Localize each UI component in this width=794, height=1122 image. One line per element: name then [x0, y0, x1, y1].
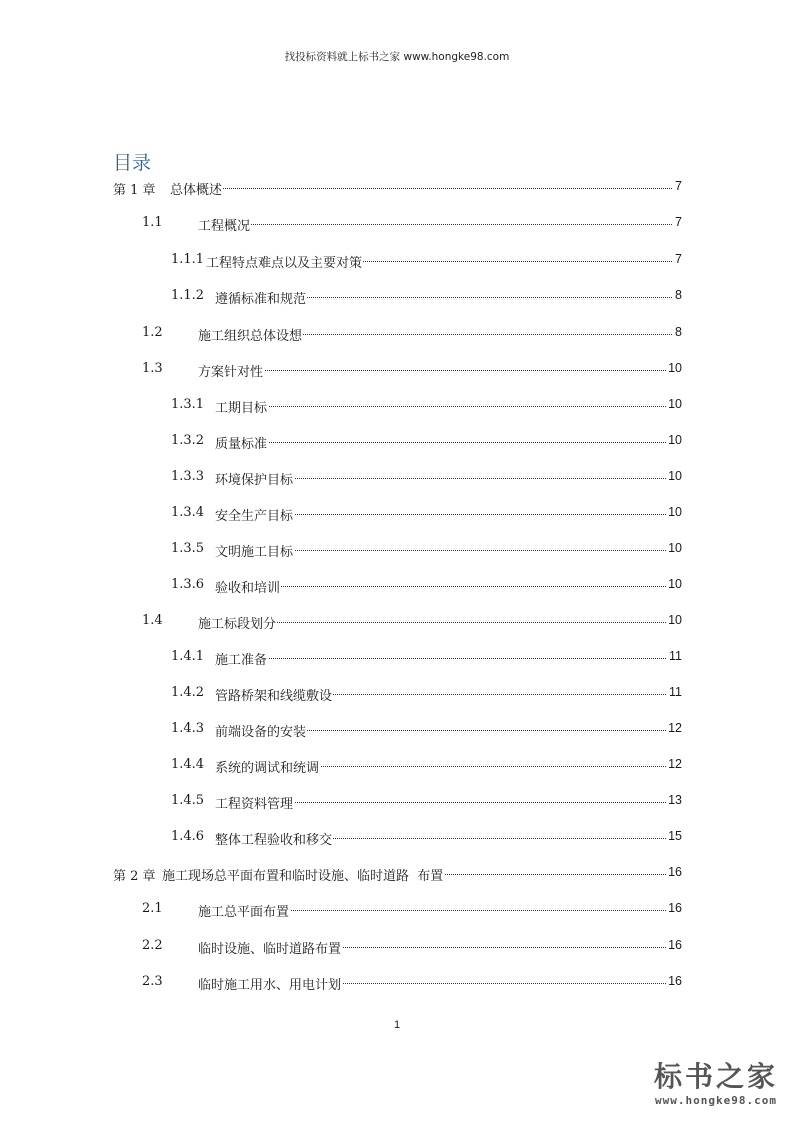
- toc-entry-number: 1.3.4: [171, 505, 205, 520]
- toc-entry[interactable]: [0, 288, 794, 308]
- toc-entry-number: 1.3.6: [171, 577, 205, 592]
- toc-entry-number: 1.3.5: [171, 541, 205, 556]
- toc-entry-page: 7: [675, 179, 682, 193]
- toc-entry-page: 15: [668, 829, 682, 843]
- toc-entry-leader: [215, 586, 666, 587]
- toc-entry[interactable]: [0, 577, 794, 597]
- page-number: 1: [393, 1019, 401, 1031]
- toc-entry-page: 10: [668, 541, 682, 555]
- page-header: 找投标资料就上标书之家 www.hongke98.com: [284, 51, 510, 63]
- toc-entry-page: 7: [675, 215, 682, 229]
- toc-entry[interactable]: [0, 469, 794, 489]
- toc-entry-number: 1.4.1: [171, 649, 205, 664]
- toc-entry-page: 8: [675, 325, 682, 339]
- watermark-title: 标书之家: [653, 1060, 778, 1093]
- toc-entry[interactable]: [0, 215, 794, 235]
- toc-entry-title: 工程特点难点以及主要对策: [206, 252, 363, 271]
- toc-entry[interactable]: [0, 613, 794, 633]
- toc-entry[interactable]: [0, 721, 794, 741]
- toc-entry[interactable]: [0, 649, 794, 669]
- toc-entry-page: 10: [668, 397, 682, 411]
- toc-entry-title: 管路桥架和线缆敷设: [215, 685, 333, 704]
- toc-entry-title: 文明施工目标: [215, 541, 294, 560]
- toc-entry-leader: [215, 406, 666, 407]
- toc-entry-number: 2.1: [142, 901, 163, 916]
- toc-entry-page: 12: [668, 757, 682, 771]
- toc-entry-page: 7: [675, 252, 682, 266]
- toc-entry-page: 16: [668, 938, 682, 952]
- toc-entry-title: 验收和培训: [215, 577, 281, 596]
- toc-entry-page: 16: [668, 865, 682, 879]
- toc-entry-title: 施工准备: [215, 649, 268, 668]
- toc-entry-number: 1.4.3: [171, 721, 205, 736]
- toc-entry-number: 1.4.2: [171, 685, 205, 700]
- toc-entry-page: 8: [675, 288, 682, 302]
- toc-entry-title: 施工现场总平面布置和临时设施、临时道路 布置: [162, 865, 444, 884]
- toc-entry-page: 16: [668, 901, 682, 915]
- toc-entry-title: 环境保护目标: [215, 469, 294, 488]
- toc-entry-title: 施工组织总体设想: [198, 325, 303, 344]
- toc-entry-title: 遵循标准和规范: [215, 288, 307, 307]
- toc-entry-number: 1.1.2: [171, 288, 205, 303]
- toc-entry[interactable]: [0, 793, 794, 813]
- toc-entry-leader: [215, 442, 666, 443]
- toc-entry[interactable]: [0, 252, 794, 272]
- toc-entry-title: 工程资料管理: [215, 793, 294, 812]
- toc-entry-title: 系统的调试和统调: [215, 757, 320, 776]
- toc-entry-number: 1.3.1: [171, 397, 205, 412]
- toc-entry-leader: [198, 370, 666, 371]
- toc-entry-title: 安全生产目标: [215, 505, 294, 524]
- toc-entry[interactable]: [0, 541, 794, 561]
- toc-entry-title: 工期目标: [215, 397, 268, 416]
- toc-entry[interactable]: [0, 974, 794, 994]
- toc-entry-leader: [198, 224, 672, 225]
- toc-entry-number: 第 1 章: [113, 183, 156, 198]
- toc-entry[interactable]: [0, 685, 794, 705]
- toc-entry[interactable]: [0, 938, 794, 958]
- toc-entry-title: 质量标准: [215, 433, 268, 452]
- toc-entry[interactable]: [0, 361, 794, 381]
- watermark-url: www.hongke98.com: [655, 1094, 777, 1107]
- toc-entry-title: 施工标段划分: [198, 613, 277, 632]
- toc-entry[interactable]: [0, 757, 794, 777]
- toc-entry-number: 第 2 章: [113, 869, 156, 884]
- toc-entry-page: 11: [669, 685, 682, 699]
- toc-entry[interactable]: [0, 433, 794, 453]
- toc-entry-number: 1.1.1: [171, 252, 205, 267]
- toc-entry-number: 1.4.5: [171, 793, 205, 808]
- toc-entry-leader: [215, 658, 666, 659]
- toc-entry-number: 1.2: [142, 325, 163, 340]
- toc-entry-number: 1.1: [142, 215, 163, 230]
- toc-entry-number: 1.4.4: [171, 757, 205, 772]
- toc-entry-leader: [170, 188, 672, 189]
- toc-entry[interactable]: [0, 829, 794, 849]
- toc-entry-number: 2.3: [142, 974, 163, 989]
- toc-entry-page: 12: [668, 721, 682, 735]
- toc-entry-number: 1.3: [142, 361, 163, 376]
- toc-entry[interactable]: [0, 397, 794, 417]
- toc-entry-page: 10: [668, 433, 682, 447]
- toc-entry-title: 前端设备的安装: [215, 721, 307, 740]
- toc-entry-number: 1.3.3: [171, 469, 205, 484]
- toc-entry-title: 施工总平面布置: [198, 901, 290, 920]
- toc-entry-page: 11: [669, 649, 682, 663]
- toc-entry-page: 10: [668, 505, 682, 519]
- toc-entry-page: 10: [668, 361, 682, 375]
- toc-entry-page: 10: [668, 469, 682, 483]
- toc-entry-title: 工程概况: [198, 215, 251, 234]
- toc-entry[interactable]: [0, 325, 794, 345]
- toc-entry-page: 10: [668, 577, 682, 591]
- toc-entry[interactable]: [0, 865, 794, 885]
- toc-entry-title: 整体工程验收和移交: [215, 829, 333, 848]
- toc-title: 目录: [113, 152, 152, 174]
- toc-entry-title: 临时设施、临时道路布置: [198, 938, 342, 957]
- toc-entry-page: 10: [668, 613, 682, 627]
- toc-entry-title: 方案针对性: [198, 361, 264, 380]
- toc-entry-page: 13: [668, 793, 682, 807]
- toc-entry-number: 1.4: [142, 613, 163, 628]
- toc-entry-page: 16: [668, 974, 682, 988]
- toc-entry-number: 1.3.2: [171, 433, 205, 448]
- toc-entry-number: 2.2: [142, 938, 163, 953]
- toc-entry[interactable]: [0, 179, 794, 199]
- toc-entry[interactable]: [0, 505, 794, 525]
- toc-entry-title: 临时施工用水、用电计划: [198, 974, 342, 993]
- toc-entry-title: 总体概述: [170, 179, 223, 198]
- toc-entry[interactable]: [0, 901, 794, 921]
- watermark-logo: [641, 1060, 791, 1120]
- toc-entry-number: 1.4.6: [171, 829, 205, 844]
